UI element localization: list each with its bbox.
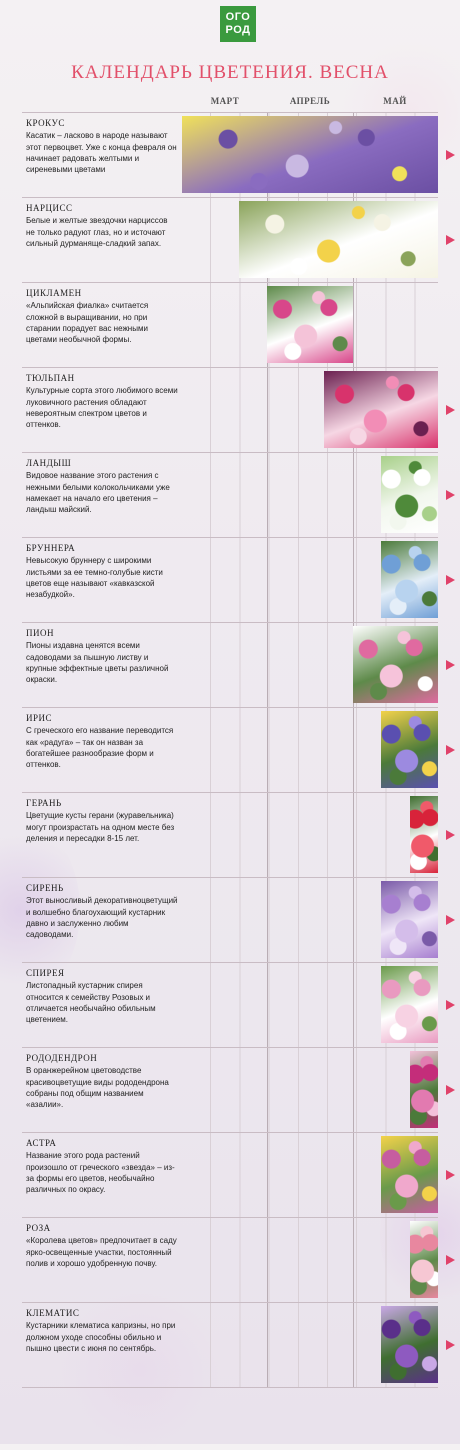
flower-name: НАРЦИСС <box>26 203 73 213</box>
flower-description: Цветущие кусты герани (журавельника) могут произрастать на одном месте без деления и пересадки 8-15 лет. <box>26 811 175 843</box>
flower-row <box>22 112 438 196</box>
month-divider <box>353 453 354 537</box>
bloom-timeline <box>182 1133 438 1217</box>
flower-row <box>22 622 438 706</box>
bloom-period-image[interactable] <box>410 1051 438 1128</box>
continues-arrow-icon <box>446 150 455 160</box>
continues-arrow-icon <box>446 660 455 670</box>
bloom-timeline <box>182 538 438 622</box>
flower-name: ЛАНДЫШ <box>26 458 72 468</box>
flower-info <box>26 458 178 515</box>
flower-description: Листопадный кустарник спирея относится к семейству Розовых и отличается необычайно обильным цветением. <box>26 981 156 1025</box>
bloom-period-image[interactable] <box>381 1306 438 1383</box>
flower-row <box>22 282 438 366</box>
month-divider <box>267 368 268 452</box>
flower-name: ЦИКЛАМЕН <box>26 288 82 298</box>
flower-row <box>22 877 438 961</box>
month-divider <box>353 1048 354 1132</box>
continues-arrow-icon <box>446 1340 455 1350</box>
flower-name: КРОКУС <box>26 118 65 128</box>
bloom-timeline <box>182 708 438 792</box>
continues-arrow-icon <box>446 235 455 245</box>
flower-row <box>22 452 438 536</box>
bloom-period-image[interactable] <box>381 966 438 1043</box>
month-divider <box>353 1133 354 1217</box>
flower-description: «Альпийская фиалка» считается сложной в выращивании, но при старании порадует вас нежными цветами необычной формы. <box>26 301 149 345</box>
flower-row <box>22 962 438 1046</box>
flower-description: Пионы издавна ценятся всеми садоводами за пышную листву и крупные эффектные цветы различной окраски. <box>26 641 169 685</box>
continues-arrow-icon <box>446 575 455 585</box>
bloom-period-image[interactable] <box>182 116 438 193</box>
bloom-timeline <box>182 623 438 707</box>
flower-row <box>22 792 438 876</box>
brand-logo[interactable] <box>220 6 256 42</box>
bloom-timeline <box>182 368 438 452</box>
flower-name: АСТРА <box>26 1138 57 1148</box>
month-divider <box>353 708 354 792</box>
flower-info <box>26 1308 178 1354</box>
flower-info <box>26 628 178 685</box>
flower-description: Невысокую бруннеру с широкими листьями за ее темно-голубые кисти цветов еще называют «кавказской незабудкой». <box>26 556 163 600</box>
flower-name: РОЗА <box>26 1223 51 1233</box>
month-divider <box>267 623 268 707</box>
bloom-period-image[interactable] <box>381 881 438 958</box>
bloom-timeline <box>182 113 438 197</box>
bloom-timeline <box>182 283 438 367</box>
calendar-bottom-border <box>22 1387 438 1388</box>
flower-name: БРУННЕРА <box>26 543 76 553</box>
month-label-april: АПРЕЛЬ <box>289 96 331 106</box>
flower-info <box>26 883 178 940</box>
continues-arrow-icon <box>446 1170 455 1180</box>
bloom-timeline <box>182 878 438 962</box>
month-divider <box>267 538 268 622</box>
continues-arrow-icon <box>446 405 455 415</box>
flower-row <box>22 1217 438 1301</box>
flower-info <box>26 713 178 770</box>
bloom-period-image[interactable] <box>381 1136 438 1213</box>
bloom-period-image[interactable] <box>267 286 352 363</box>
flower-info <box>26 798 178 844</box>
bloom-timeline <box>182 793 438 877</box>
flower-row <box>22 367 438 451</box>
flower-name: РОДОДЕНДРОН <box>26 1053 98 1063</box>
month-divider <box>267 1218 268 1302</box>
flower-name: ПИОН <box>26 628 54 638</box>
bloom-timeline <box>182 198 438 282</box>
month-divider <box>267 878 268 962</box>
flower-description: Этот выносливый декоративноцветущий и волшебно благоухающий кустарник давно и заслуженно любим садоводами. <box>26 896 178 940</box>
flower-info <box>26 1053 178 1110</box>
bloom-timeline <box>182 963 438 1047</box>
continues-arrow-icon <box>446 915 455 925</box>
flower-info <box>26 1223 178 1269</box>
flower-row <box>22 1047 438 1131</box>
flower-description: В оранжерейном цветоводстве красивоцветущие виды рододендрона собраны под общим названием «азалии». <box>26 1066 169 1110</box>
flower-row <box>22 1132 438 1216</box>
flower-description: Касатик – ласково в народе называют этот первоцвет. Уже с конца февраля он начинает радовать желтыми и сиреневыми цветами <box>26 131 177 175</box>
bloom-timeline <box>182 1303 438 1387</box>
bloom-timeline <box>182 1048 438 1132</box>
flower-description: Название этого рода растений произошло от греческого «звезда» – из-за формы его цветов, необычайно различных по окрасу. <box>26 1151 175 1195</box>
month-divider <box>353 283 354 367</box>
flower-name: ИРИС <box>26 713 53 723</box>
month-divider <box>267 1303 268 1387</box>
flower-description: «Королева цветов» предпочитает в саду ярко-освещенные участки, постоянный полив и хорошо удобренную почву. <box>26 1236 177 1268</box>
month-divider <box>353 793 354 877</box>
bloom-period-image[interactable] <box>239 201 438 278</box>
flower-description: Видовое название этого растения с нежными белыми колокольчиками уже намекает на начало его цветения – ландыш майский. <box>26 471 170 515</box>
bloom-period-image[interactable] <box>381 541 438 618</box>
flower-name: СИРЕНЬ <box>26 883 64 893</box>
continues-arrow-icon <box>446 490 455 500</box>
flower-info <box>26 373 178 430</box>
flower-name: ТЮЛЬПАН <box>26 373 75 383</box>
flower-name: ГЕРАНЬ <box>26 798 62 808</box>
flower-description: Культурные сорта этого любимого всеми луковичного растения обладают невероятным спектром цветов и оттенков. <box>26 386 178 430</box>
month-divider <box>267 708 268 792</box>
brand-logo-line2: РОД <box>225 24 251 36</box>
continues-arrow-icon <box>446 745 455 755</box>
flower-row <box>22 1302 438 1386</box>
month-label-march: МАРТ <box>210 96 240 106</box>
flower-info <box>26 1138 178 1195</box>
flower-info <box>26 288 178 345</box>
bloom-period-image[interactable] <box>410 1221 438 1298</box>
flower-info <box>26 203 178 249</box>
month-divider <box>353 1218 354 1302</box>
bloom-period-image[interactable] <box>410 796 438 873</box>
flower-info <box>26 118 178 175</box>
month-divider <box>267 1133 268 1217</box>
month-divider <box>353 878 354 962</box>
month-divider <box>353 963 354 1047</box>
month-divider <box>267 963 268 1047</box>
bloom-period-image[interactable] <box>381 456 438 533</box>
continues-arrow-icon <box>446 1085 455 1095</box>
flower-row <box>22 537 438 621</box>
bloom-period-image[interactable] <box>353 626 438 703</box>
bloom-timeline <box>182 453 438 537</box>
flower-description: Белые и желтые звездочки нарциссов не только радуют глаз, но и источают сильный дурманяще-сладкий запах. <box>26 216 168 248</box>
flower-row <box>22 707 438 791</box>
month-divider <box>353 1303 354 1387</box>
month-label-may: МАЙ <box>383 96 407 106</box>
month-divider <box>353 538 354 622</box>
month-divider <box>267 453 268 537</box>
month-divider <box>267 793 268 877</box>
continues-arrow-icon <box>446 1000 455 1010</box>
continues-arrow-icon <box>446 1255 455 1265</box>
flower-row <box>22 197 438 281</box>
flower-description: Кустарники клематиса капризны, но при должном уходе способны обильно и пышно цвести с июня по сентябрь. <box>26 1321 176 1353</box>
flower-info <box>26 968 178 1025</box>
continues-arrow-icon <box>446 830 455 840</box>
bloom-timeline <box>182 1218 438 1302</box>
bloom-period-image[interactable] <box>324 371 438 448</box>
flower-description: С греческого его название переводится как «радуга» – так он назван за богатейшее разнообразие форм и оттенков. <box>26 726 174 770</box>
flower-info <box>26 543 178 600</box>
flower-name: СПИРЕЯ <box>26 968 65 978</box>
month-divider <box>267 1048 268 1132</box>
brand-logo-line1: ОГО <box>225 11 251 23</box>
flower-name: КЛЕМАТИС <box>26 1308 80 1318</box>
page-title: КАЛЕНДАРЬ ЦВЕТЕНИЯ. ВЕСНА <box>71 62 389 83</box>
bloom-period-image[interactable] <box>381 711 438 788</box>
month-header <box>182 96 438 110</box>
